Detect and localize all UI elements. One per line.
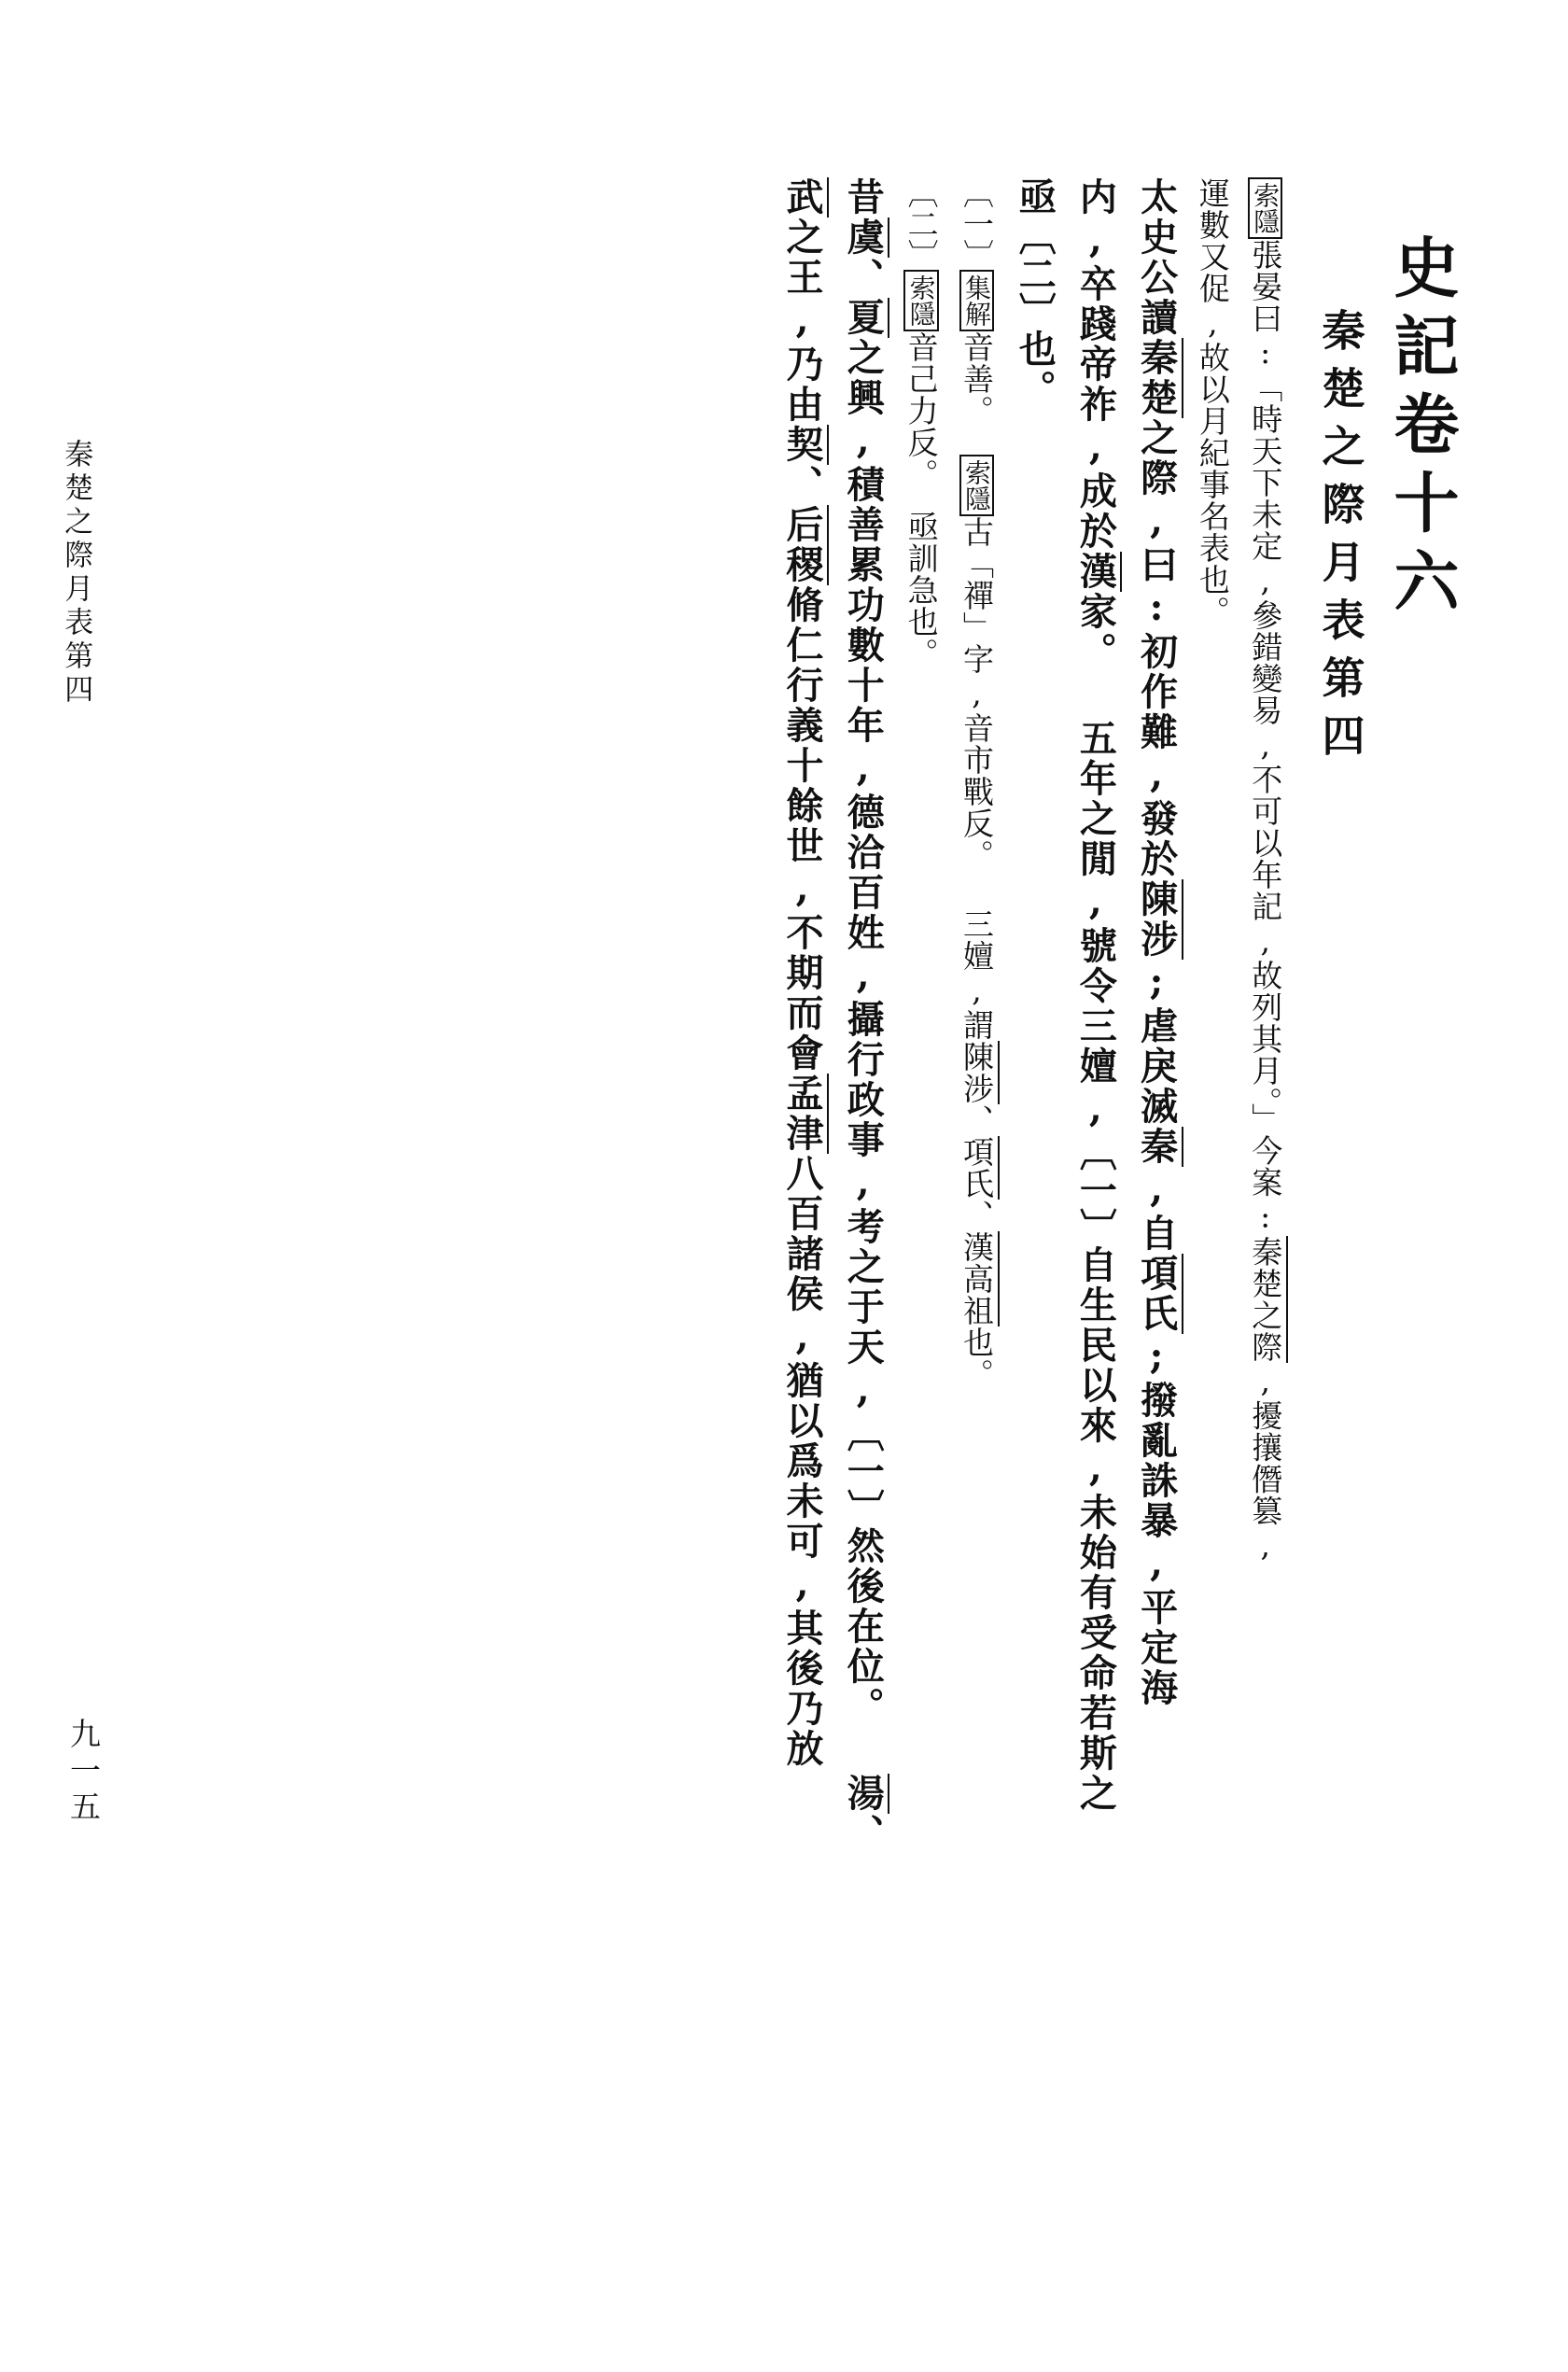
commentary-suoyin-zhangyan-cont xyxy=(1194,177,1231,2212)
main-text-sep-1: 、 xyxy=(841,258,886,298)
main-text-d: 八百諸侯,猶以爲未可,其後乃放 xyxy=(780,1154,825,1769)
commentary-text-3: 運數又促,故以月紀事名表也。 xyxy=(1194,177,1231,627)
main-text-line-5 xyxy=(778,177,826,2212)
main-text-sep-1: 、 xyxy=(780,465,825,505)
page-number: 九一五 xyxy=(65,1718,102,1827)
main-text-e: ;撥亂誅暴,平定海 xyxy=(1134,1334,1179,1708)
main-text-line-2 xyxy=(1071,177,1119,2212)
proper-noun-tang: 湯 xyxy=(841,1774,889,1814)
proper-noun-houji: 后稷 xyxy=(780,505,829,585)
proper-noun-xiangshi: 項氏 xyxy=(1135,1254,1183,1334)
proper-noun-qin: 秦 xyxy=(1135,1127,1183,1167)
chapter-title: 秦楚之際月表第四 xyxy=(1315,308,1366,771)
footnote-1-sep-1: 、 xyxy=(959,1104,995,1136)
footnote-marker-1: 〔一〕 xyxy=(1073,1133,1118,1245)
main-text-d: 然後在位。 xyxy=(841,1526,886,1774)
main-text-b: 之際,曰:初作難,發於 xyxy=(1134,418,1179,879)
main-text-c: ;虐戾滅 xyxy=(1134,960,1179,1127)
book-title: 史記卷十六 xyxy=(1383,233,1461,625)
footnote-1-sep-2: 、 xyxy=(959,1200,995,1231)
source-label-suoyin-3: 索隱 xyxy=(903,270,938,331)
proper-noun-xie: 契 xyxy=(780,425,829,465)
main-text-sep-2: 、 xyxy=(841,1814,886,1854)
proper-noun-xia: 夏 xyxy=(841,298,889,338)
footnote-marker-3: 〔一〕 xyxy=(841,1414,886,1526)
footnote-1-marker: 〔一〕 xyxy=(959,177,995,270)
source-label-suoyin-2: 索隱 xyxy=(959,455,994,516)
proper-noun-xiangshi-2: 項氏 xyxy=(959,1136,1000,1200)
main-text-a: 内,卒踐帝祚,成於 xyxy=(1073,177,1118,552)
main-text-a: 亟 xyxy=(1013,177,1057,218)
main-text-line-3 xyxy=(1011,177,1058,2212)
main-text-c: 脩仁行義十餘世,不期而會 xyxy=(780,585,825,1074)
main-text-line-4 xyxy=(839,177,887,2212)
commentary-text-2: ,擾攘僭篡, xyxy=(1247,1362,1284,1565)
footnote-1-end: 也。 xyxy=(959,1326,995,1390)
source-label-suoyin: 索隱 xyxy=(1248,177,1282,239)
footnote-1-jijie-text: 音善。 xyxy=(959,331,995,427)
footnote-2-marker: 〔二〕 xyxy=(903,177,940,270)
footnote-1 xyxy=(956,177,998,2212)
proper-noun-wu: 武 xyxy=(780,177,829,218)
main-text-line-1 xyxy=(1132,177,1180,2212)
footnote-1-suoyin-text: 古「禪」字,音市戰反。 三嬗,謂 xyxy=(959,516,995,1041)
running-head: 秦楚之際月表第四 xyxy=(59,439,93,708)
main-text-a: 之王,乃由 xyxy=(780,218,825,425)
proper-noun-chenshe-2: 陳涉 xyxy=(959,1041,1000,1104)
footnote-2-tail: 亟訓急也。 xyxy=(903,511,940,669)
proper-noun-hangaozu: 漢高祖 xyxy=(959,1231,1000,1326)
proper-noun-qinchu: 秦楚之際 xyxy=(1247,1236,1288,1363)
page-text-area xyxy=(56,177,1461,2231)
main-text-d: ,自 xyxy=(1134,1167,1179,1254)
commentary-text: 張晏曰:「時天下未定,參錯變易,不可以年記,故列其月。」今案: xyxy=(1247,239,1284,1236)
main-text-b: 也。 xyxy=(1013,330,1057,410)
footnote-2 xyxy=(900,177,942,2212)
proper-noun-han: 漢 xyxy=(1073,552,1122,592)
commentary-suoyin-zhangyan xyxy=(1244,177,1286,2212)
proper-noun-yu: 虞 xyxy=(841,218,889,258)
proper-noun-chenshe: 陳涉 xyxy=(1135,879,1183,960)
source-label-jijie: 集解 xyxy=(959,270,994,331)
main-text-a: 昔 xyxy=(841,177,886,218)
proper-noun-qinchu-2: 秦楚 xyxy=(1135,338,1183,418)
footnote-marker-2: 〔二〕 xyxy=(1013,218,1057,330)
main-text-c: 之興,積善累功數十年,德洽百姓,攝行政事,考之于天, xyxy=(841,338,886,1414)
footnote-2-suoyin-text: 音己力反。 xyxy=(903,331,940,490)
main-text-a: 太史公讀 xyxy=(1134,177,1179,338)
main-text-c: 自生民以來,未始有受命若斯之 xyxy=(1073,1245,1118,1814)
proper-noun-mengjin: 孟津 xyxy=(780,1074,829,1154)
main-text-b: 家。 五年之閒,號令三嬗, xyxy=(1073,592,1118,1133)
